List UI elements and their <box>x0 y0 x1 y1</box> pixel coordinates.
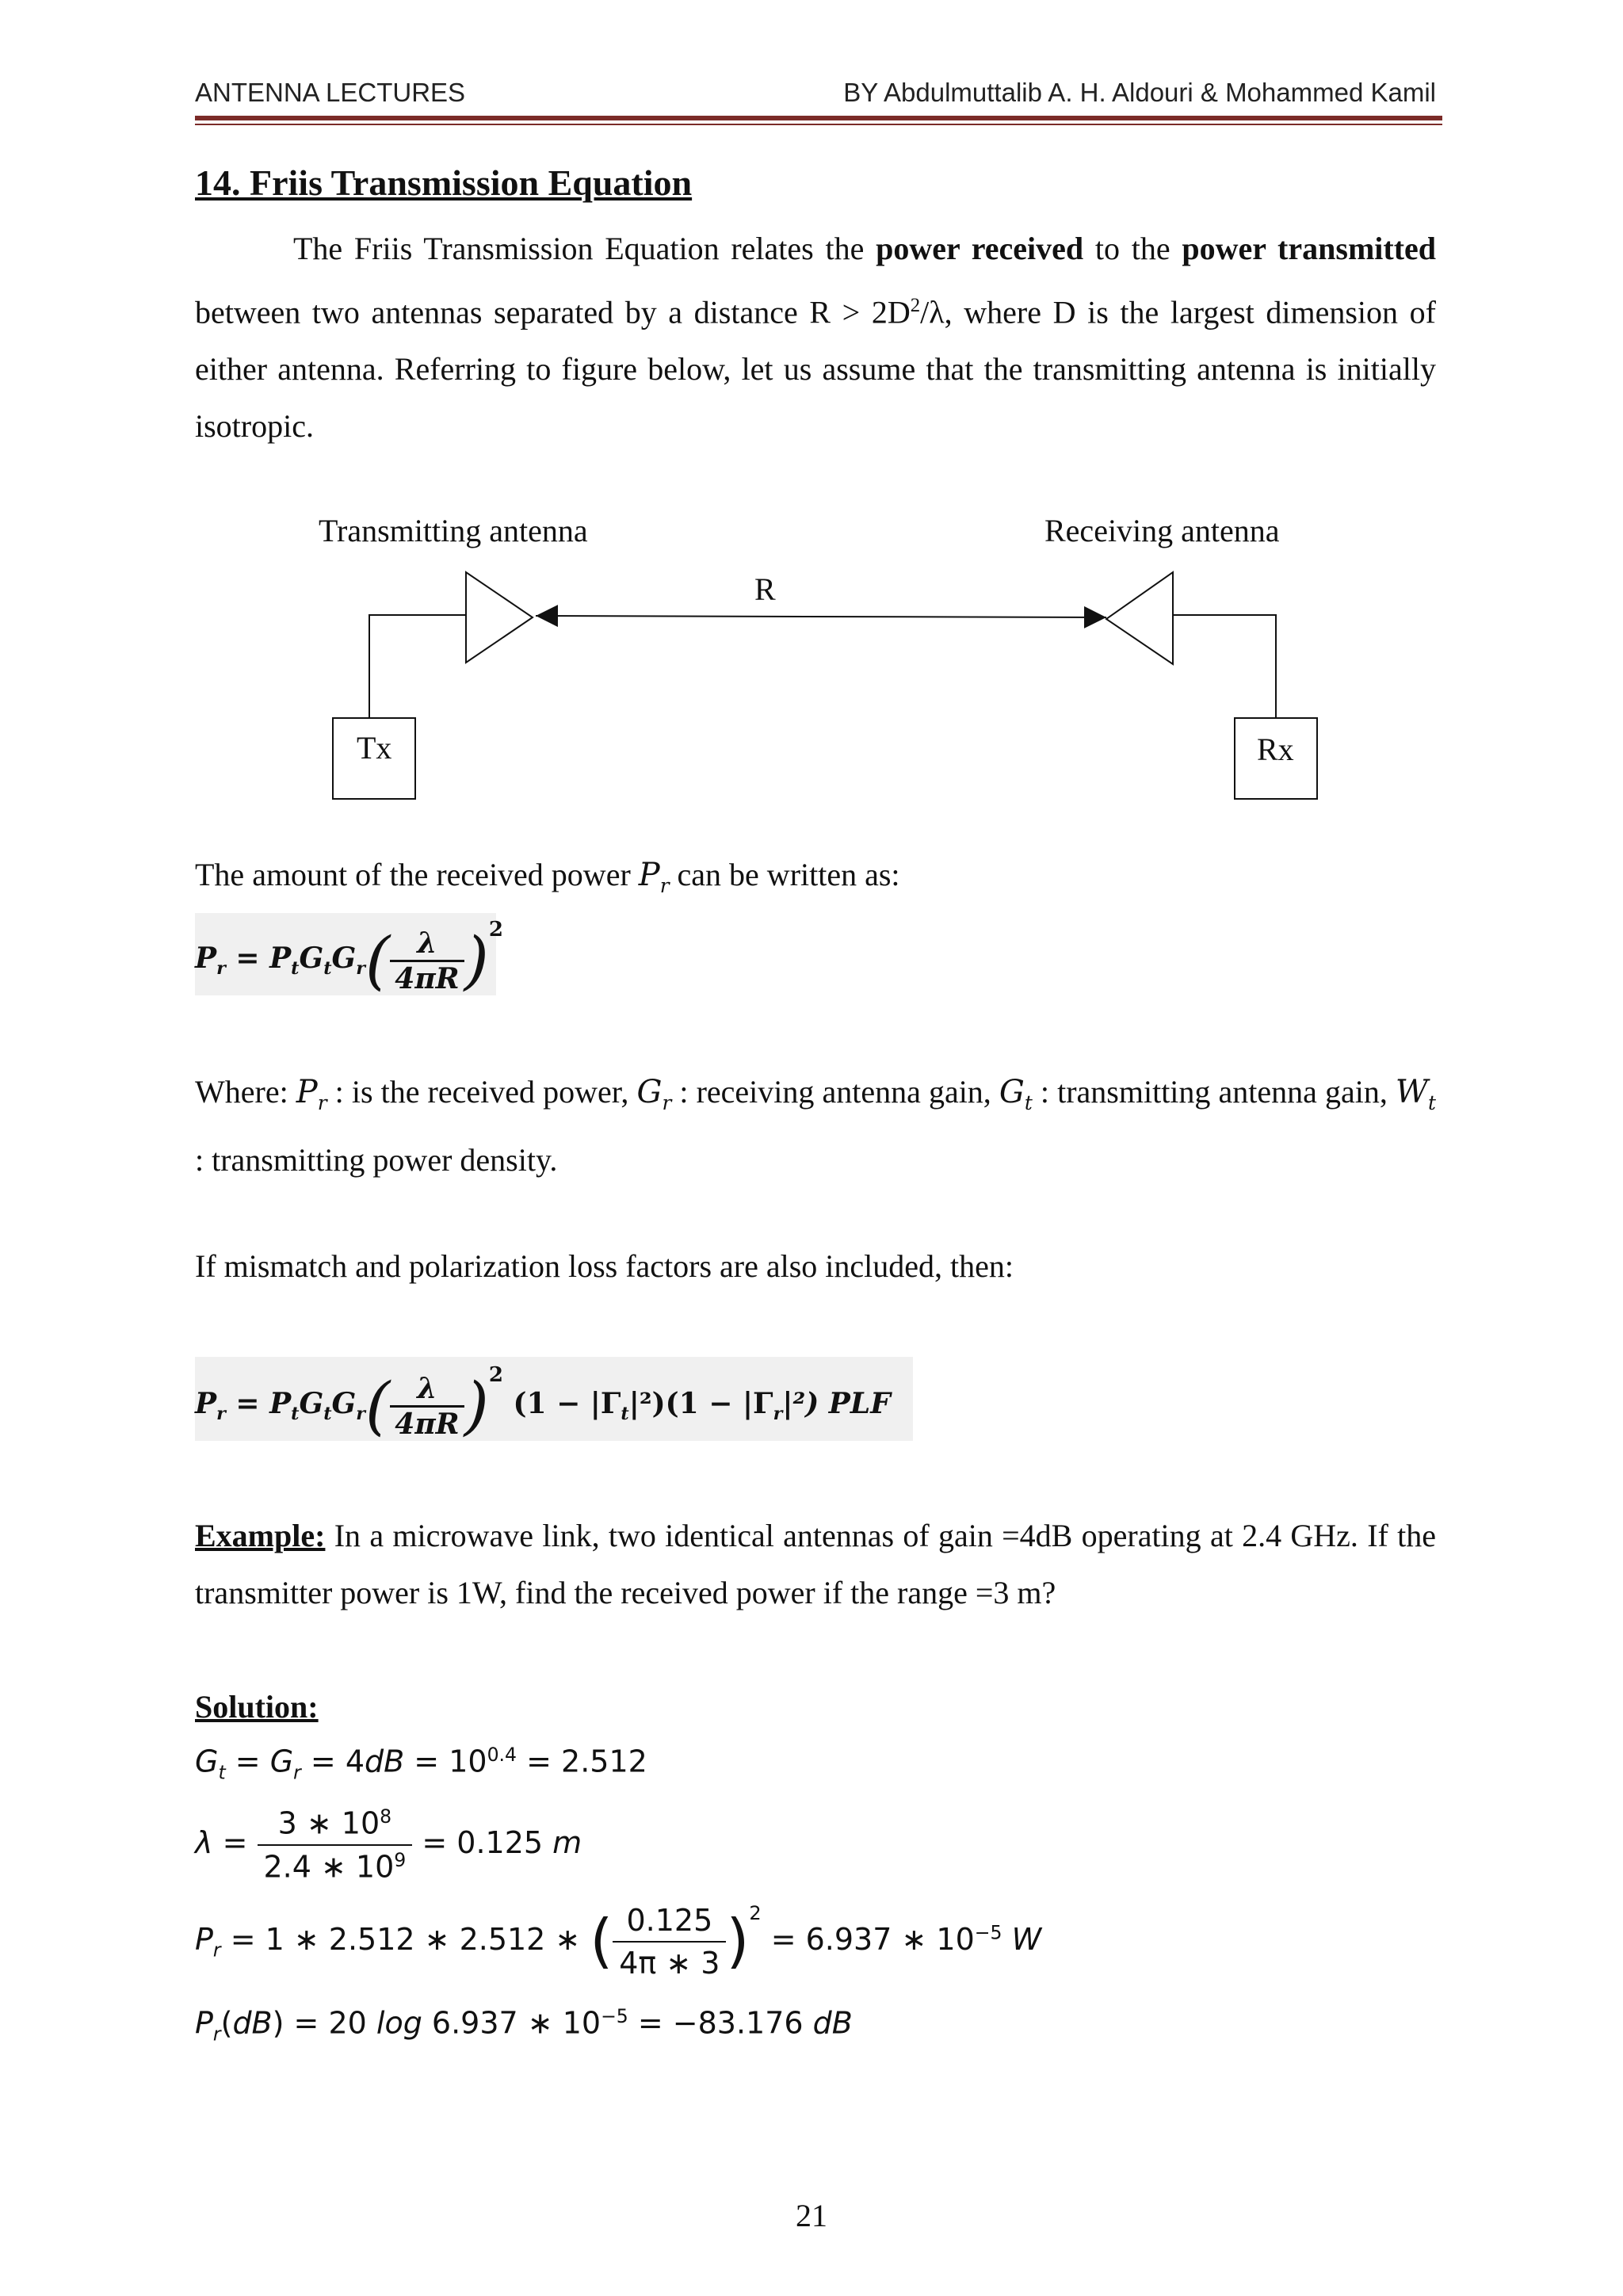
received-power-fraction: $\frac{0.125}{4\pi ∗ 3}$ <box>613 1903 726 1981</box>
rx-feed-line <box>1173 615 1276 718</box>
intro-bold-2: power transmitted <box>1182 231 1437 266</box>
solution-heading: Solution: <box>195 1689 319 1725</box>
intro-text-2: to the <box>1083 231 1182 266</box>
solution-gain-line: $G_t = G_r = 4dB = 10^{0.4} = 2.512$ <box>195 1744 647 1784</box>
header-course-title: ANTENNA LECTURES <box>195 78 466 107</box>
intro-paragraph <box>195 220 1436 455</box>
friis-full-equation: $P_r = P_tG_tG_r$( $\frac{\lambda}{4\pi R}$ )$^2$ $(1 - |\Gamma_t|^2)(1 - |\Gamma_r|^2)$ PLF <box>195 1363 891 1442</box>
tx-feed-line <box>369 615 466 718</box>
receiving-antenna-label: Receiving antenna <box>1044 513 1280 548</box>
transmitting-antenna-label: Transmitting antenna <box>319 513 588 548</box>
solution-db-line: $P_r(dB) = 20$ log 6.937 ∗ $10^{-5} = -83.176$ dB <box>195 2005 853 2046</box>
running-header <box>195 76 1436 114</box>
received-power-tail: can be written as: <box>669 857 900 892</box>
friis-full-equation-box <box>195 1357 913 1441</box>
intro-text-3: between two antennas separated by a distance R > 2D <box>195 294 911 330</box>
distance-label: R <box>754 571 776 607</box>
page-number: 21 <box>796 2198 827 2233</box>
intro-text-4: /λ, where D is the largest dimension of either antenna. Referring to figure below, let us assume that the transmitting antenna is initially isotropic. <box>195 294 1436 445</box>
distance-arrow <box>536 616 1106 617</box>
section-title: 14. Friis Transmission Equation <box>195 162 693 203</box>
example-text: In a microwave link, two identical antennas of gain =4dB operating at 2.4 GHz. If the transmitter power is 1W, find the received power if the range =3 m? <box>195 1518 1436 1610</box>
intro-superscript: 2 <box>910 295 921 316</box>
intro-bold-1: power received <box>876 231 1084 266</box>
header-rule <box>195 116 1442 120</box>
friis-equation: $P_r = P_tG_tG_r$( $\frac{\lambda}{4\pi R}$ )$^2$ <box>195 918 503 997</box>
intro-text-1: The Friis Transmission Equation relates the <box>293 231 876 266</box>
mismatch-sentence: If mismatch and polarization loss factors are also included, then: <box>195 1248 1014 1284</box>
symbol-p: P <box>638 857 660 893</box>
header-authors: BY Abdulmuttalib A. H. Aldouri & Mohammed Kamil <box>843 78 1436 107</box>
header-rule-thin <box>195 124 1442 125</box>
transmitting-antenna-symbol <box>466 572 533 663</box>
solution-received-power-line: $P_r = 1$ ∗ 2.512 ∗ 2.512 ∗ ( $\frac{0.125}{4\pi ∗ 3}$ )$^2$ = 6.937 ∗ $10^{-5}$ W <box>195 1902 1042 1981</box>
received-power-text: The amount of the received power <box>195 857 639 892</box>
example-paragraph <box>195 1507 1436 1622</box>
tx-box-label: Tx <box>357 730 392 766</box>
friis-fraction: $\frac{\lambda}{4\pi R}$ <box>390 926 464 995</box>
receiving-antenna-symbol <box>1106 572 1173 664</box>
solution-wavelength-line: λ = $\frac{3 ∗ 10^8}{2.4 ∗ 10^9}$ = 0.125 m <box>195 1805 582 1885</box>
where-paragraph: Where: $P_r$ : is the received power, $G_r$ : receiving antenna gain, $G_t$ : transmitting antenna gain, $W_t$ : transmitting power density. <box>195 1074 1436 1178</box>
example-heading: Example: <box>195 1518 326 1553</box>
symbol-p-sub: r <box>659 874 670 897</box>
wavelength-fraction: $\frac{3 ∗ 10^8}{2.4 ∗ 10^9}$ <box>258 1805 413 1884</box>
received-power-sentence <box>195 846 1436 915</box>
rx-box-label: Rx <box>1257 732 1294 767</box>
friis-full-fraction: $\frac{\lambda}{4\pi R}$ <box>390 1372 464 1441</box>
friis-equation-box <box>195 913 503 997</box>
